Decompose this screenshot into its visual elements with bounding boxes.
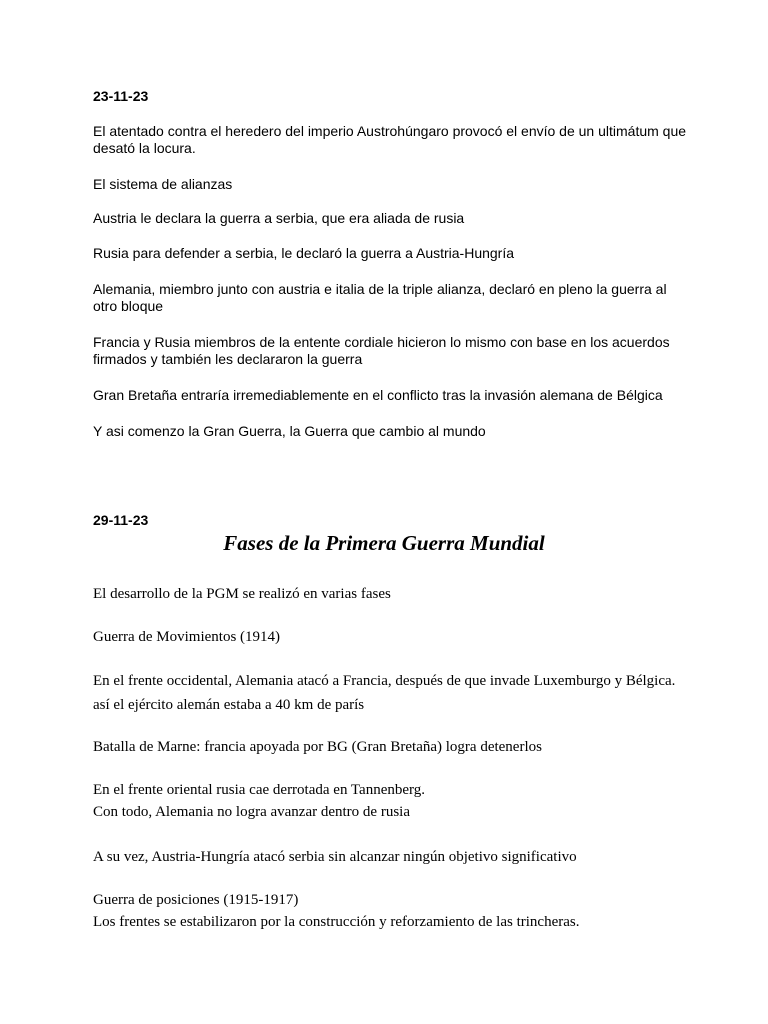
paragraph-position-war: Guerra de posiciones (1915-1917): [93, 892, 299, 908]
paragraph-great-britain: Gran Bretaña entraría irremediablemente en el conflicto tras la invasión alemana de Bélgica: [93, 387, 663, 403]
paragraph-alliance-system: El sistema de alianzas: [93, 176, 233, 192]
paragraph-germany: Alemania, miembro junto con austria e italia de la triple alianza, declaró en pleno la guerra al otro bloque: [93, 281, 667, 314]
paragraph-great-war: Y asi comenzo la Gran Guerra, la Guerra que cambio al mundo: [93, 423, 486, 439]
paragraph-movement-war: Guerra de Movimientos (1914): [93, 629, 281, 645]
entry-date-2: 29-11-23: [93, 512, 149, 528]
paragraph-ultimatum: El atentado contra el heredero del imperio Austrohúngaro provocó el envío de un ultimátum que desató la locura.: [93, 123, 687, 156]
paragraph-germany-russia: Con todo, Alemania no logra avanzar dentro de rusia: [93, 804, 410, 820]
paragraph-phases: El desarrollo de la PGM se realizó en varias fases: [93, 586, 391, 602]
paragraph-marne: Batalla de Marne: francia apoyada por BG (Gran Bretaña) logra detenerlos: [93, 739, 542, 755]
paragraph-eastern-front: En el frente oriental rusia cae derrotada en Tannenberg.: [93, 782, 425, 798]
entry-date-1: 23-11-23: [93, 88, 149, 104]
section-title: Fases de la Primera Guerra Mundial: [223, 531, 545, 555]
paragraph-austria-hungary: A su vez, Austria-Hungría atacó serbia sin alcanzar ningún objetivo significativo: [93, 849, 577, 865]
paragraph-france-russia: Francia y Rusia miembros de la entente cordiale hicieron lo mismo con base en los acuerdos firmados y también les declararon la guerra: [93, 334, 670, 367]
paragraph-russia: Rusia para defender a serbia, le declaró la guerra a Austria-Hungría: [93, 245, 515, 261]
paragraph-trenches: Los frentes se estabilizaron por la construcción y reforzamiento de las trincheras.: [93, 914, 580, 930]
paragraph-austria-serbia: Austria le declara la guerra a serbia, que era aliada de rusia: [93, 210, 465, 226]
paragraph-western-front: En el frente occidental, Alemania atacó a Francia, después de que invade Luxemburgo y Bélgica. así el ejército alemán estaba a 40 km de parís: [93, 673, 676, 713]
